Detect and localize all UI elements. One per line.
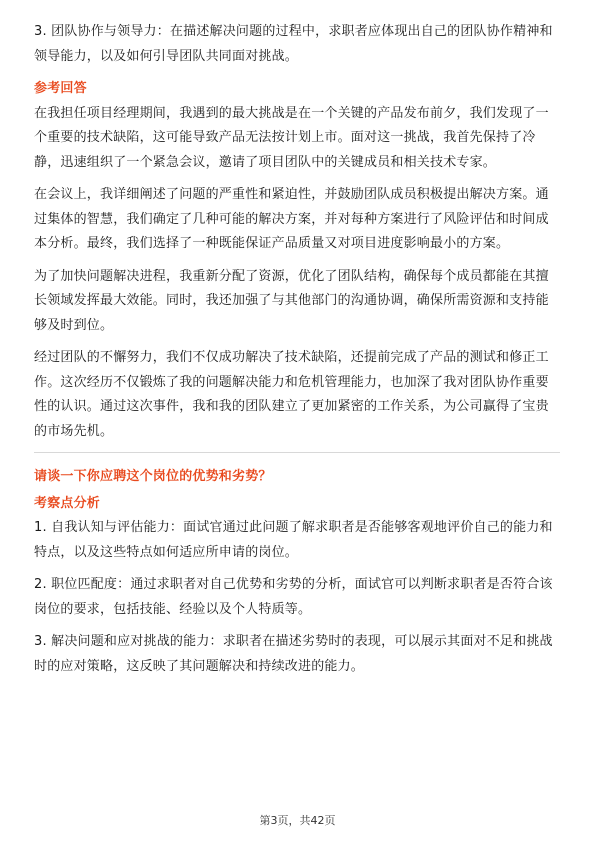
analysis-point: 2. 职位匹配度：通过求职者对自己优势和劣势的分析，面试官可以判断求职者是否符合该岗位的要求，包括技能、经验以及个人特质等。 [34,577,553,617]
section-divider [34,452,560,453]
analysis-heading: 考察点分析 [34,495,101,511]
question-title: 请谈一下你应聘这个岗位的优势和劣势？ [34,469,272,484]
answer-paragraph: 经过团队的不懈努力，我们不仅成功解决了技术缺陷，还提前完成了产品的测试和修正工作。这次经历不仅锻炼了我的问题解决能力和危机管理能力，也加深了我对团队协作重要性的认识。通过这次事件，我和我的团队建立了更加紧密的工作关系，为公司赢得了宝贵的市场先机。 [34,350,549,439]
point-3-teamwork: 3. 团队协作与领导力：在描述解决问题的过程中，求职者应体现出自己的团队协作精神和领导能力，以及如何引导团队共同面对挑战。 [34,24,553,64]
answer-paragraph: 在我担任项目经理期间，我遇到的最大挑战是在一个关键的产品发布前夕，我们发现了一个重要的技术缺陷，这可能导致产品无法按计划上市。面对这一挑战，我首先保持了冷静，迅速组织了一个紧急会议，邀请了项目团队中的关键成员和相关技术专家。 [34,105,549,170]
answer-paragraph: 为了加快问题解决进程，我重新分配了资源，优化了团队结构，确保每个成员都能在其擅长领域发挥最大效能。同时，我还加强了与其他部门的沟通协调，确保所需资源和支持能够及时到位。 [34,268,549,333]
answer-heading: 参考回答 [34,81,87,96]
analysis-point: 3. 解决问题和应对挑战的能力：求职者在描述劣势时的表现，可以展示其面对不足和挑战时的应对策略，这反映了其问题解决和持续改进的能力。 [34,634,553,674]
answer-paragraph: 在会议上，我详细阐述了问题的严重性和紧迫性，并鼓励团队成员积极提出解决方案。通过集体的智慧，我们确定了几种可能的解决方案，并对每种方案进行了风险评估和时间成本分析。最终，我们选择了一种既能保证产品质量又对项目进度影响最小的方案。 [34,187,549,251]
document-body [34,20,560,687]
analysis-point: 1. 自我认知与评估能力：面试官通过此问题了解求职者是否能够客观地评价自己的能力和特点，以及这些特点如何适应所申请的岗位。 [34,520,553,560]
page-number: 第3页，共42页 [259,814,336,827]
